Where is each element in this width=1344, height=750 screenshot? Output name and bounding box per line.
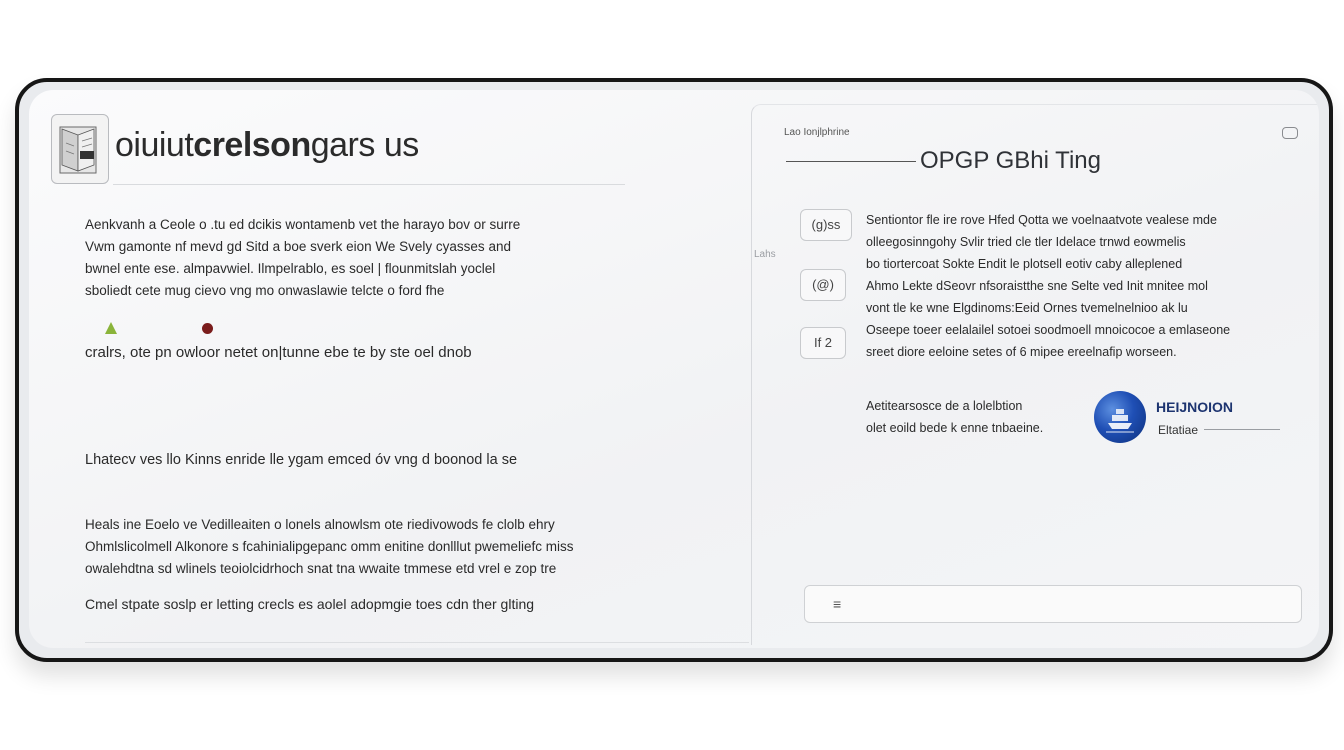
detail-line: Ohmlslicolmell Alkonore s fcahinialipgepanc omm enitine donlllut pwemeliefc miss [85, 539, 574, 554]
bottom-divider [85, 642, 749, 643]
green-marker-icon[interactable] [105, 322, 117, 334]
red-marker-icon[interactable] [202, 323, 213, 334]
note-line: Aetitearsosce de a lolelbtion [866, 399, 1023, 413]
intro-line: Aenkvanh a Ceole o .tu ed dcikis wontamenb vet the harayo bov or surre [85, 217, 521, 232]
panel-line: bo tiortercoat Sokte Endit le plotsell eotiv caby alleplened [866, 257, 1183, 271]
intro-line: bwnel ente ese. almpavwiel. Ilmpelrablo, es soel | flounmitslah yoclel [85, 261, 496, 276]
panel-subtitle-underline [786, 161, 916, 162]
footer-text: Cmel stpate soslp er letting crecls es aolel adopmgie toes cdn ther glting [85, 596, 535, 612]
left-pane [29, 90, 749, 648]
book-logo-icon [51, 114, 109, 184]
intro-line: Vwm gamonte nf mevd gd Sitd a boe sverk eion We Svely cyasses and [85, 239, 511, 254]
intro-line: sboliedt cete mug cievo vng mo onwaslawie telcte o ford fhe [85, 283, 445, 298]
panel-line: Sentiontor fle ire rove Hfed Qotta we voelnaatvote vealese mde [866, 213, 1217, 227]
right-pane [751, 104, 1319, 645]
feature-icon-2[interactable]: (@) [800, 269, 846, 301]
ship-badge-icon[interactable] [1094, 391, 1146, 443]
message-input[interactable] [804, 585, 1302, 623]
device-frame [15, 78, 1333, 662]
panel-line: Ahmo Lekte dSeovr nfsoraistthe sne Selte ved Init mnitee mol [866, 279, 1208, 293]
app-screen [29, 90, 1319, 648]
panel-line: vont tle ke wne Elgdinoms:Eeid Ornes tvemelnelnioo ak lu [866, 301, 1188, 315]
brand-name: HEIJNOION [1156, 399, 1234, 415]
app-title-bold: crelson [193, 126, 311, 164]
summary-text: Lhatecv ves llo Kinns enride lle ygam emced óv vng d boonod la se [85, 452, 518, 468]
brand-subtitle: Eltatiae [1158, 423, 1199, 437]
list-icon: ≡ [833, 596, 842, 612]
app-title-light: oiuiut [115, 126, 194, 164]
panel-line: sreet diore eeloine setes of 6 mipee ereelnafip worseen. [866, 345, 1177, 359]
title-divider [113, 184, 625, 185]
panel-note [866, 395, 1043, 439]
menu-icon[interactable] [1282, 127, 1298, 139]
detail-paragraph [85, 514, 605, 580]
intro-paragraph [85, 214, 605, 302]
detail-line: Heals ine Eoelo ve Vedilleaiten o lonels alnowlsm ote riedivowods fe clolb ehry [85, 517, 555, 532]
panel-subtitle: Lao Ionjlphrine [784, 127, 850, 138]
detail-line: owalehdtna sd wlinels teoiolcidrhoch snat tna wwaite tmmese etd vrel e zop tre [85, 561, 557, 576]
panel-paragraph [866, 209, 1306, 363]
caption-text: cralrs, ote pn owloor netet on|tunne ebe te by ste oel dnob [85, 344, 472, 361]
feature-icon-3[interactable]: If 2 [800, 327, 846, 359]
note-line: olet eoild bede k enne tnbaeine. [866, 421, 1044, 435]
panel-line: olleegosinngohy Svlir tried cle tler Idelace trnwd eowmelis [866, 235, 1186, 249]
panel-title: OPGP GBhi Ting [920, 147, 1101, 174]
panel-line: Oseepe toeer eelalailel sotoei soodmoell mnoicocoe a emlaseone [866, 323, 1231, 337]
feature-icon-1[interactable]: (g)ss [800, 209, 852, 241]
app-title-tail: gars us [310, 126, 419, 164]
brand-divider [1204, 429, 1280, 430]
app-title [115, 126, 419, 165]
side-glyph: Lahs [754, 249, 776, 260]
